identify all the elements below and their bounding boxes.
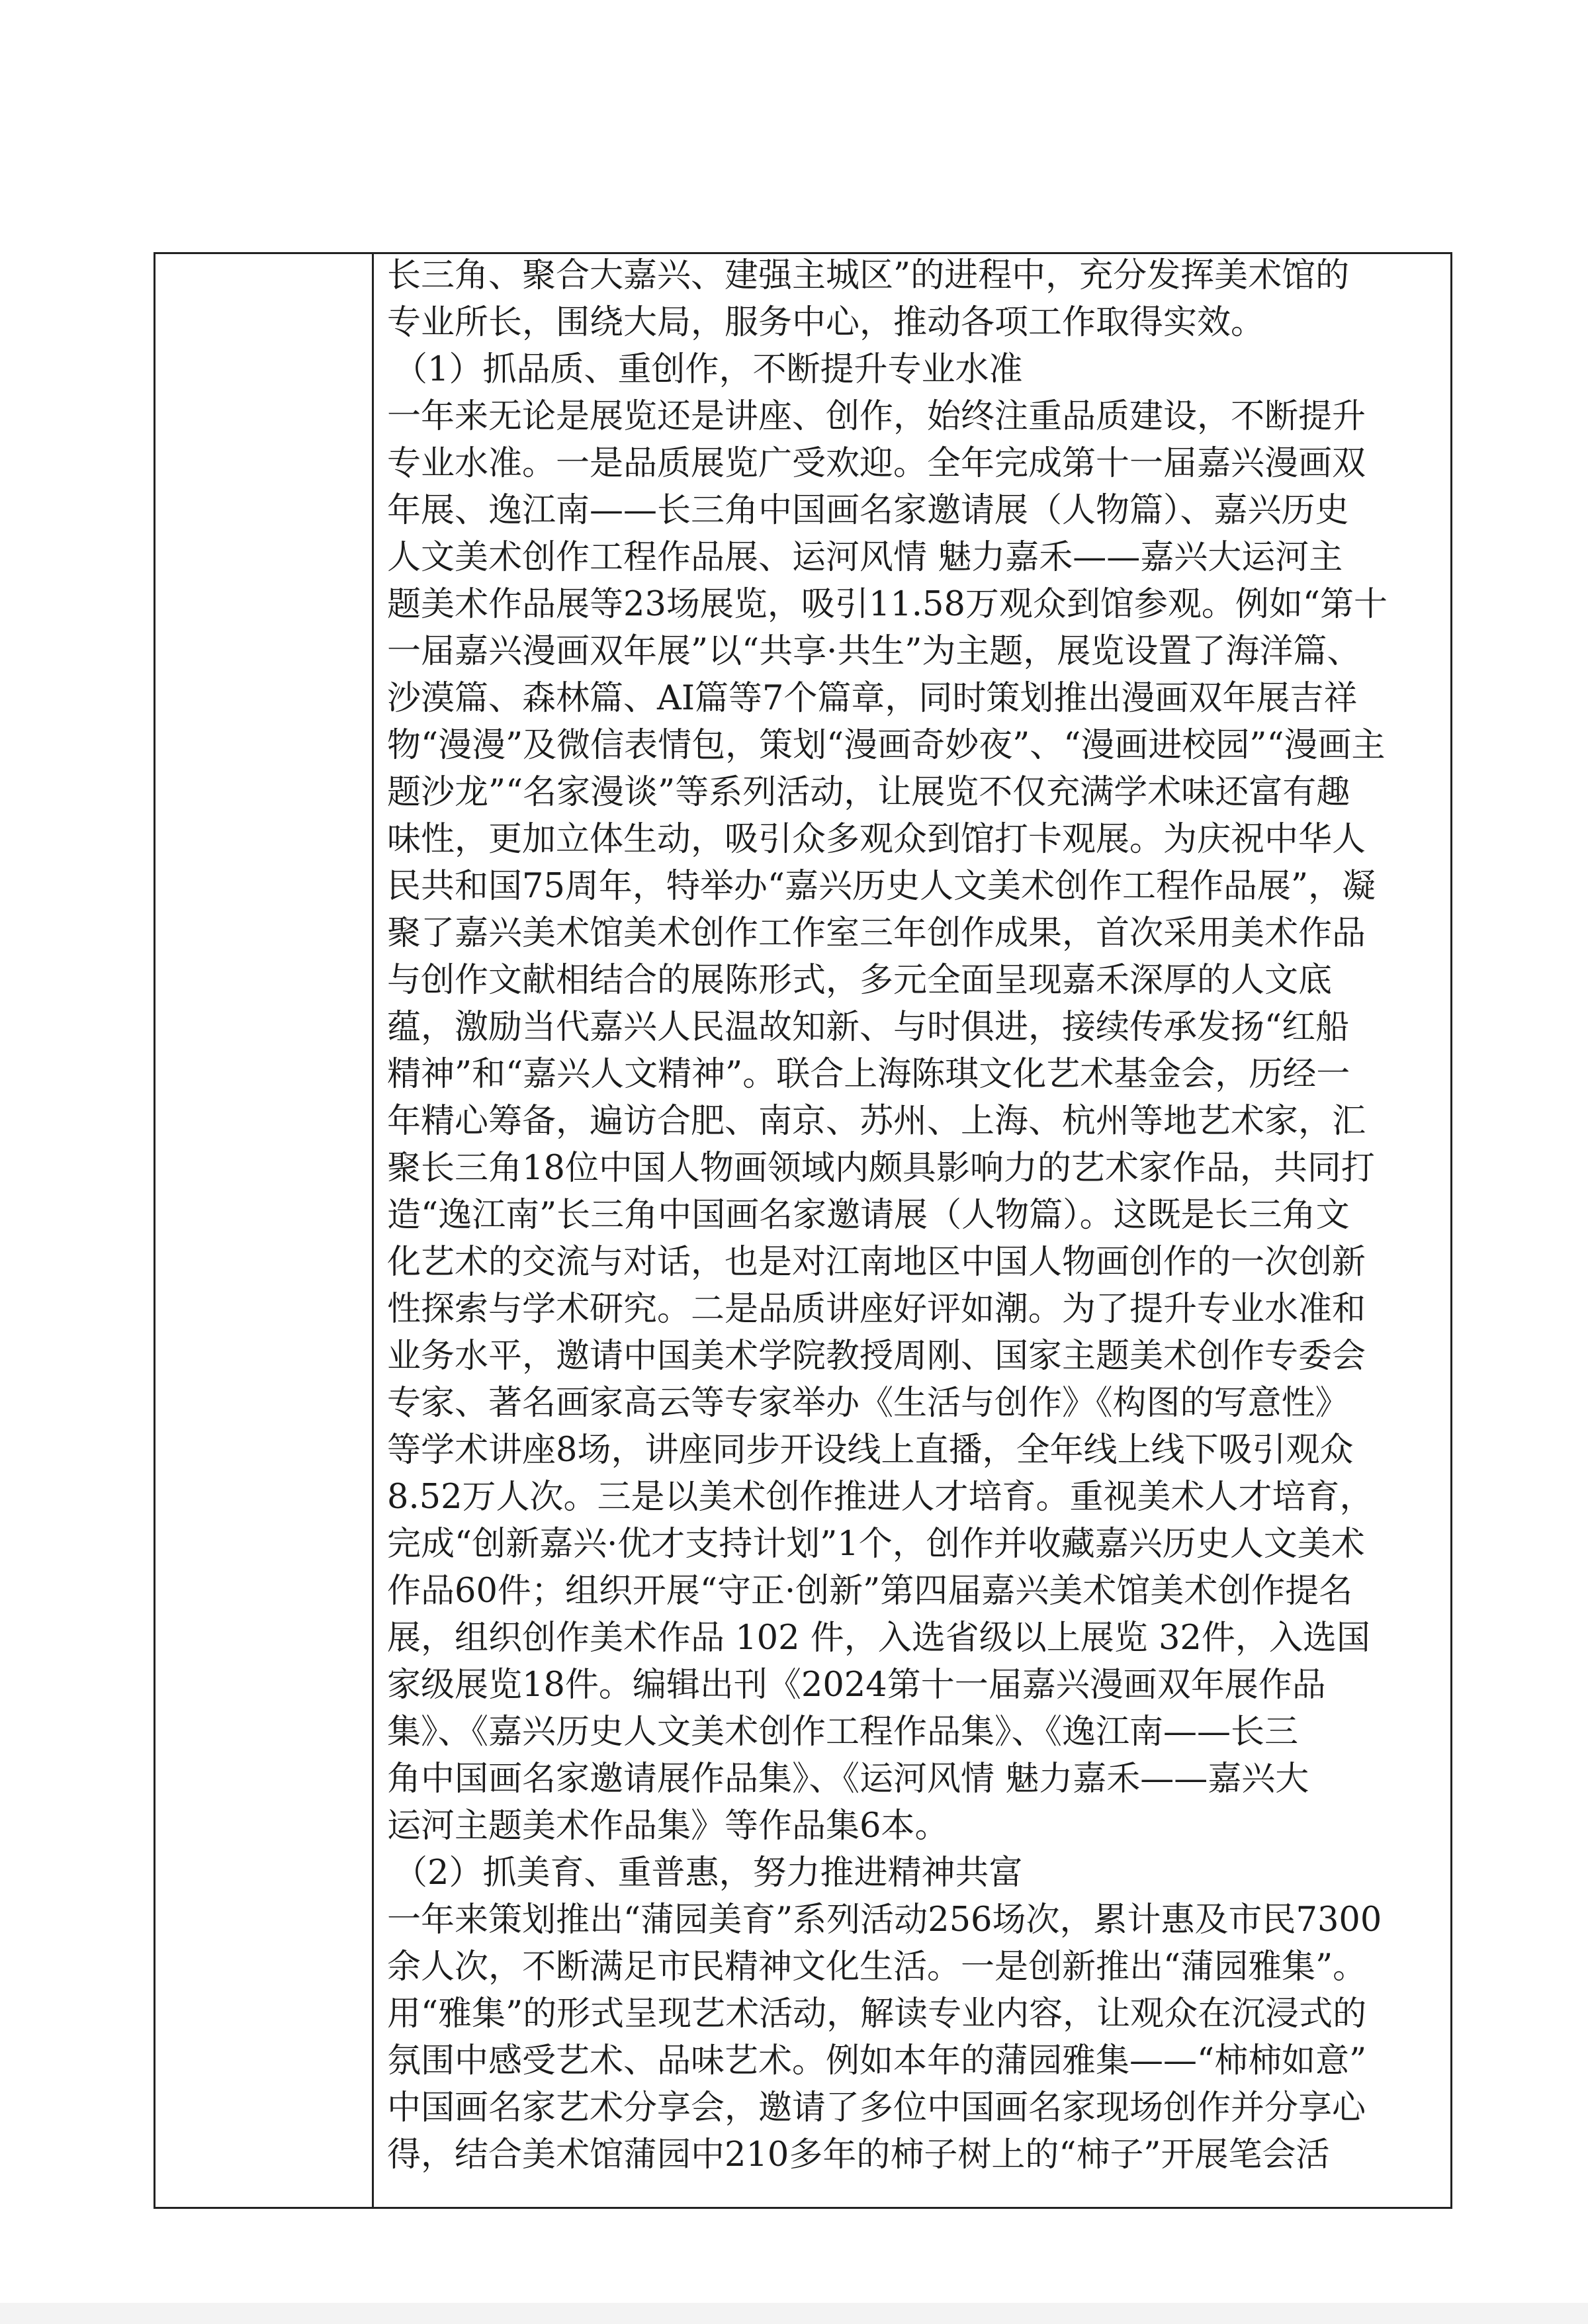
text-line: 一年来策划推出“蒲园美育”系列活动256场次，累计惠及市民7300 <box>387 1900 1382 1940</box>
text-line: 一届嘉兴漫画双年展”以“共享·共生”为主题，展览设置了海洋篇、 <box>387 632 1361 671</box>
text-line: 沙漠篇、森林篇、AI篇等7个篇章，同时策划推出漫画双年展吉祥 <box>387 679 1358 718</box>
text-line: 专业水准。一是品质展览广受欢迎。全年完成第十一届嘉兴漫画双 <box>387 444 1366 483</box>
text-line: 人文美术创作工程作品展、运河风情 魅力嘉禾——嘉兴大运河主 <box>387 538 1343 577</box>
text-line: 年精心筹备，遍访合肥、南京、苏州、上海、杭州等地艺术家，汇 <box>387 1102 1366 1141</box>
text-line: 等学术讲座8场，讲座同步开设线上直播，全年线上线下吸引观众 <box>387 1431 1354 1470</box>
text-line: 用“雅集”的形式呈现艺术活动，解读专业内容，让观众在沉浸式的 <box>387 1994 1367 2033</box>
text-line: 年展、逸江南——长三角中国画名家邀请展（人物篇）、嘉兴历史 <box>387 491 1349 530</box>
text-line: 与创作文献相结合的展陈形式，多元全面呈现嘉禾深厚的人文底 <box>387 961 1333 1000</box>
text-line: 集》、《嘉兴历史人文美术创作工程作品集》、《逸江南——长三 <box>387 1713 1299 1752</box>
text-line: 长三角、聚合大嘉兴、建强主城区”的进程中，充分发挥美术馆的 <box>387 256 1350 295</box>
text-line: 蕴，激励当代嘉兴人民温故知新、与时俱进，接续传承发扬“红船 <box>387 1008 1350 1047</box>
text-line: 精神”和“嘉兴人文精神”。联合上海陈琪文化艺术基金会，历经一 <box>387 1055 1350 1094</box>
text-line: 题沙龙”“名家漫谈”等系列活动，让展览不仅充满学术味还富有趣 <box>387 773 1350 812</box>
text-line: 完成“创新嘉兴·优才支持计划”1个，创作并收藏嘉兴历史人文美术 <box>387 1525 1365 1564</box>
text-line: 专业所长，围绕大局，服务中心，推动各项工作取得实效。 <box>387 303 1265 342</box>
text-line: 得，结合美术馆蒲园中210多年的柿子树上的“柿子”开展笔会活 <box>387 2135 1330 2174</box>
column-divider <box>372 252 374 2209</box>
section-heading-1: （1）抓品质、重创作，不断提升专业水准 <box>394 350 1023 389</box>
scan-bottom-edge <box>0 2303 1588 2324</box>
text-line: 聚长三角18位中国人物画领域内颇具影响力的艺术家作品，共同打 <box>387 1149 1375 1188</box>
text-line: 业务水平，邀请中国美术学院教授周刚、国家主题美术创作专委会 <box>387 1337 1366 1376</box>
text-line: 味性，更加立体生动，吸引众多观众到馆打卡观展。为庆祝中华人 <box>387 820 1366 859</box>
text-line: 题美术作品展等23场展览，吸引11.58万观众到馆参观。例如“第十 <box>387 585 1388 624</box>
text-line: 运河主题美术作品集》等作品集6本。 <box>387 1807 949 1846</box>
text-line: 角中国画名家邀请展作品集》、《运河风情 魅力嘉禾——嘉兴大 <box>387 1760 1309 1799</box>
text-line: 民共和国75周年，特举办“嘉兴历史人文美术创作工程作品展”，凝 <box>387 867 1376 906</box>
text-line: 氛围中感受艺术、品味艺术。例如本年的蒲园雅集——“柿柿如意” <box>387 2041 1367 2080</box>
text-line: 聚了嘉兴美术馆美术创作工作室三年创作成果，首次采用美术作品 <box>387 914 1366 953</box>
text-line: 8.52万人次。三是以美术创作推进人才培育。重视美术人才培育， <box>387 1478 1374 1517</box>
text-line: 性探索与学术研究。二是品质讲座好评如潮。为了提升专业水准和 <box>387 1290 1366 1329</box>
text-line: 物“漫漫”及微信表情包，策划“漫画奇妙夜”、“漫画进校园”“漫画主 <box>387 726 1386 765</box>
text-line: 化艺术的交流与对话，也是对江南地区中国人物画创作的一次创新 <box>387 1243 1366 1282</box>
text-line: 余人次，不断满足市民精神文化生活。一是创新推出“蒲园雅集”。 <box>387 1947 1367 1987</box>
text-line: 作品60件；组织开展“守正·创新”第四届嘉兴美术馆美术创作提名 <box>387 1572 1353 1611</box>
text-line: 展，组织创作美术作品 102 件，入选省级以上展览 32件，入选国 <box>387 1619 1370 1658</box>
table-content-cell <box>387 252 1444 2178</box>
section-heading-2: （2）抓美育、重普惠，努力推进精神共富 <box>394 1854 1023 1893</box>
text-line: 造“逸江南”长三角中国画名家邀请展（人物篇）。这既是长三角文 <box>387 1196 1350 1235</box>
text-line: 专家、著名画家高云等专家举办《生活与创作》《构图的写意性》 <box>387 1384 1349 1423</box>
text-line: 一年来无论是展览还是讲座、创作，始终注重品质建设，不断提升 <box>387 397 1366 436</box>
text-line: 中国画名家艺术分享会，邀请了多位中国画名家现场创作并分享心 <box>387 2088 1366 2127</box>
text-line: 家级展览18件。编辑出刊《2024第十一届嘉兴漫画双年展作品 <box>387 1666 1326 1705</box>
